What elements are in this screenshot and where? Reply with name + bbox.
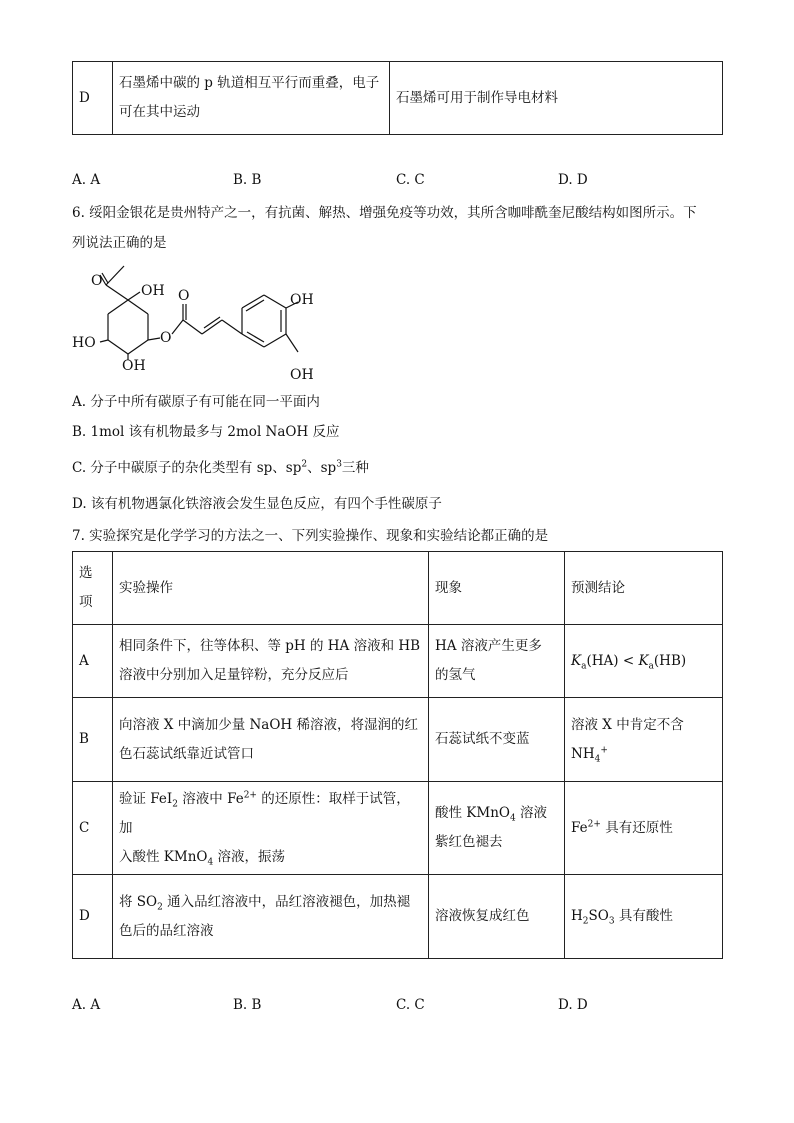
oh-label-bottom: OH <box>122 358 146 374</box>
row-operation: 向溶液 X 中滴加少量 NaOH 稀溶液，将湿润的红 色石蕊试纸靠近试管口 <box>113 698 429 782</box>
option-c[interactable]: C. C <box>396 172 425 188</box>
row-label: B <box>73 698 113 782</box>
row-label: C <box>73 782 113 875</box>
header-operation: 实验操作 <box>113 552 429 625</box>
q6-option-d[interactable]: D. 该有机物遇氯化铁溶液会发生显色反应，有四个手性碳原子 <box>72 496 442 512</box>
option-a[interactable]: A. A <box>72 172 101 188</box>
row-conclusion: $K_a(HA) < K_a(HB)$ <box>565 625 723 698</box>
oh-label-ring-top: OH <box>290 292 314 308</box>
q7-stem: 7. 实验探究是化学学习的方法之一、下列实验操作、现象和实验结论都正确的是 <box>72 528 549 544</box>
row-label: D <box>73 875 113 959</box>
q6-option-b[interactable]: B. 1mol 该有机物最多与 2mol NaOH 反应 <box>72 424 340 440</box>
acid-o-label: O <box>178 288 190 304</box>
molecule-structure <box>66 262 326 387</box>
option-d[interactable]: D. D <box>558 172 588 188</box>
q6-option-c[interactable]: C. 分子中碳原子的杂化类型有 sp、$sp^2$、$sp^3$三种 <box>72 459 369 476</box>
row-label: A <box>73 625 113 698</box>
q7-table <box>72 551 723 959</box>
ho-label-left: HO <box>72 335 96 351</box>
q6-option-a[interactable]: A. 分子中所有碳原子有可能在同一平面内 <box>72 394 320 410</box>
q6-stem-line1: 6. 绥阳金银花是贵州特产之一，有抗菌、解热、增强免疫等功效，其所含咖啡酰奎尼酸结构如图所示。下 <box>72 205 697 221</box>
header-phenomenon: 现象 <box>429 552 565 625</box>
header-option: 选 项 <box>73 552 113 625</box>
option-c[interactable]: C. C <box>396 997 425 1013</box>
table-row <box>73 62 723 135</box>
q7-options <box>72 997 722 1017</box>
table-row <box>73 625 723 698</box>
table-header-row <box>73 552 723 625</box>
row-conclusion: $H_2SO_3$ 具有酸性 <box>565 875 723 959</box>
row-phenomenon: 酸性 KMnO$_4$ 溶液 紫红色褪去 <box>429 782 565 875</box>
row-operation: 验证 FeI$_2$ 溶液中 $Fe^{2+}$ 的还原性：取样于试管，加 入酸性 KMnO$_4$ 溶液，振荡 <box>113 782 429 875</box>
row-label: D <box>73 62 113 135</box>
q5-options <box>72 172 722 192</box>
option-b[interactable]: B. B <box>233 997 262 1013</box>
header-conclusion: 预测结论 <box>565 552 723 625</box>
table-row <box>73 875 723 959</box>
option-a[interactable]: A. A <box>72 997 101 1013</box>
oh-label-ring-bottom: OH <box>290 367 314 383</box>
carbonyl-o-label: O <box>91 273 103 289</box>
row-description: 石墨烯中碳的 p 轨道相互平行而重叠，电子可在其中运动 <box>113 62 390 135</box>
q6-stem-line2: 列说法正确的是 <box>72 235 167 251</box>
row-phenomenon: 石蕊试纸不变蓝 <box>429 698 565 782</box>
row-phenomenon: 溶液恢复成红色 <box>429 875 565 959</box>
oh-label-top: OH <box>141 283 165 299</box>
row-conclusion: $Fe^{2+}$ 具有还原性 <box>565 782 723 875</box>
table-row <box>73 698 723 782</box>
row-phenomenon: HA 溶液产生更多 的氢气 <box>429 625 565 698</box>
table-row <box>73 782 723 875</box>
ester-o-label: O <box>160 330 172 346</box>
row-operation: 将 $SO_2$ 通入品红溶液中，品红溶液褪色，加热褪 色后的品红溶液 <box>113 875 429 959</box>
option-b[interactable]: B. B <box>233 172 262 188</box>
q5-table <box>72 61 723 135</box>
option-d[interactable]: D. D <box>558 997 588 1013</box>
row-use: 石墨烯可用于制作导电材料 <box>390 62 723 135</box>
row-operation: 相同条件下，往等体积、等 pH 的 HA 溶液和 HB 溶液中分别加入足量锌粉，充分反应后 <box>113 625 429 698</box>
row-conclusion: 溶液 X 中肯定不含 $NH_4^+$ <box>565 698 723 782</box>
